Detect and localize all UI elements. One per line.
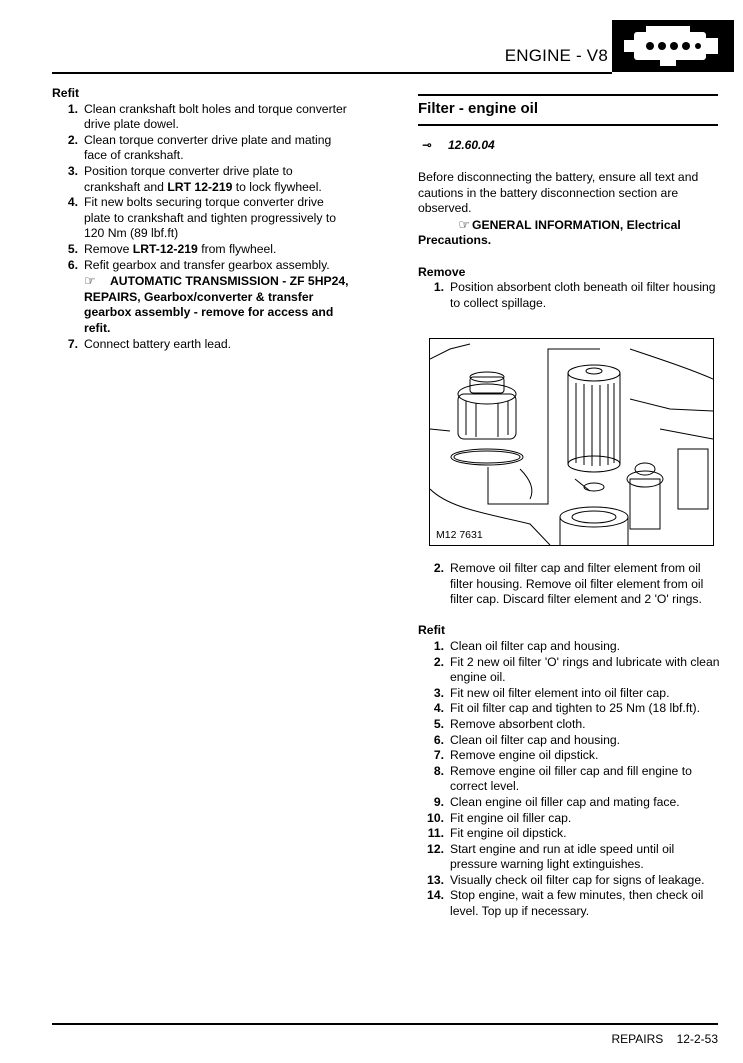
step-text: Fit engine oil dipstick. xyxy=(450,826,567,841)
list-item xyxy=(418,561,723,608)
step-number: 11. xyxy=(427,826,444,841)
cross-reference-link[interactable] xyxy=(52,273,352,336)
oil-filter-illustration xyxy=(429,338,714,546)
tool-reference: LRT-12-219 xyxy=(132,241,198,256)
step-text: Fit 2 new oil filter 'O' rings and lubricate with clean engine oil. xyxy=(450,654,720,685)
refit-heading: Refit xyxy=(418,623,446,638)
step-number: 6. xyxy=(67,257,78,272)
list-item xyxy=(418,888,723,919)
step-text: Remove engine oil dipstick. xyxy=(450,748,599,763)
cross-reference-link[interactable] xyxy=(418,217,723,249)
oil-filter-drawing xyxy=(430,339,713,545)
step-text: Fit new bolts securing torque converter drive plate to crankshaft and tighten progressively to 120 Nm (89 lbf.ft) xyxy=(84,195,337,241)
list-item xyxy=(52,258,352,274)
list-item xyxy=(52,195,352,242)
step-text: Connect battery earth lead. xyxy=(84,336,232,351)
step-number: 4. xyxy=(433,701,444,716)
step-text: Clean oil filter cap and housing. xyxy=(450,732,621,747)
engine-icon xyxy=(612,20,734,72)
step-text: Clean engine oil filler cap and mating face. xyxy=(450,794,680,809)
step-number: 3. xyxy=(433,685,444,700)
list-item xyxy=(418,686,723,702)
operation-code xyxy=(422,138,495,152)
step-text: Remove xyxy=(84,241,133,256)
list-item xyxy=(418,873,723,889)
step-number: 9. xyxy=(433,794,444,809)
right-column-bottom xyxy=(418,561,723,920)
step-text: Refit gearbox and transfer gearbox assembly. xyxy=(84,257,330,272)
step-text: Clean oil filter cap and housing. xyxy=(450,638,621,653)
list-item xyxy=(418,655,723,686)
step-number: 13. xyxy=(427,872,444,887)
list-item xyxy=(52,242,352,258)
step-text: to lock flywheel. xyxy=(232,179,322,194)
step-number: 4. xyxy=(67,195,78,210)
step-text: Fit engine oil filler cap. xyxy=(450,810,572,825)
step-text: Start engine and run at idle speed until oil pressure warning light extinguishes. xyxy=(450,841,675,872)
step-text: Fit new oil filter element into oil filter cap. xyxy=(450,685,670,700)
step-number: 10. xyxy=(427,810,444,825)
section-tab xyxy=(612,20,734,72)
step-number: 2. xyxy=(433,561,444,575)
list-item xyxy=(418,795,723,811)
list-item xyxy=(418,826,723,842)
step-text: Visually check oil filter cap for signs of leakage. xyxy=(450,872,705,887)
figure-label: M12 7631 xyxy=(436,529,483,541)
refit-steps-list xyxy=(418,639,723,920)
step-number: 5. xyxy=(67,241,78,256)
list-item xyxy=(418,639,723,655)
tool-reference: LRT 12-219 xyxy=(167,179,233,194)
step-number: 1. xyxy=(433,280,444,295)
step-text: Stop engine, wait a few minutes, then check oil level. Top up if necessary. xyxy=(450,888,704,919)
step-text: Position absorbent cloth beneath oil filter housing to collect spillage. xyxy=(450,280,716,310)
step-text: Fit oil filter cap and tighten to 25 Nm (18 lbf.ft). xyxy=(450,701,700,716)
refit-steps-list-cont xyxy=(52,337,352,353)
step-number: 2. xyxy=(433,654,444,669)
step-number: 8. xyxy=(433,763,444,778)
footer-divider xyxy=(52,1023,718,1025)
step-text: from flywheel. xyxy=(197,241,277,256)
step-text: Remove engine oil filler cap and fill engine to correct level. xyxy=(450,763,692,794)
list-item xyxy=(52,337,352,353)
step-number: 5. xyxy=(433,716,444,731)
step-text: Clean crankshaft bolt holes and torque converter drive plate dowel. xyxy=(84,101,347,132)
step-number: 1. xyxy=(67,101,78,116)
header-divider xyxy=(52,72,612,74)
step-text: Remove oil filter cap and filter element from oil filter housing. Remove oil filter element from oil filter cap. Discard filter element and 2 'O' rings. xyxy=(450,561,704,607)
section-divider xyxy=(418,94,718,96)
reference-text: AUTOMATIC TRANSMISSION - ZF 5HP24, REPAIRS, Gearbox/converter & transfer gearbox assembly - remove for access and refit. xyxy=(84,274,349,335)
left-column xyxy=(52,86,352,352)
list-item xyxy=(418,748,723,764)
step-number: 3. xyxy=(67,163,78,178)
right-column-top xyxy=(418,170,723,311)
step-number: 7. xyxy=(67,336,78,351)
section-title: Filter - engine oil xyxy=(418,100,539,117)
pointing-hand-icon: ☞ xyxy=(458,216,470,232)
list-item xyxy=(52,164,352,195)
remove-heading: Remove xyxy=(418,264,466,279)
list-item xyxy=(418,842,723,873)
list-item xyxy=(52,102,352,133)
list-item xyxy=(418,764,723,795)
step-number: 7. xyxy=(433,748,444,763)
remove-steps-list-cont xyxy=(418,561,723,608)
list-item xyxy=(418,280,723,311)
step-text: Remove absorbent cloth. xyxy=(450,716,586,731)
step-text: Position torque converter drive plate to crankshaft and xyxy=(84,163,293,194)
page-header-title: ENGINE - V8 xyxy=(504,46,608,65)
step-number: 2. xyxy=(67,132,78,147)
intro-paragraph: Before disconnecting the battery, ensure all text and cautions in the battery disconnection section are observed. xyxy=(418,170,699,216)
pointing-hand-icon: ☞ xyxy=(84,273,96,289)
reference-text: GENERAL INFORMATION, Electrical Precautions. xyxy=(418,217,681,248)
list-item xyxy=(418,733,723,749)
list-item xyxy=(418,811,723,827)
step-number: 12. xyxy=(427,841,444,856)
refit-steps-list xyxy=(52,102,352,274)
step-number: 14. xyxy=(427,888,444,903)
refit-heading: Refit xyxy=(52,86,80,100)
step-text: Clean torque converter drive plate and mating face of crankshaft. xyxy=(84,132,332,163)
spanner-icon: ⊸ xyxy=(422,138,433,152)
page-footer: REPAIRS 12-2-53 xyxy=(611,1032,718,1046)
step-number: 6. xyxy=(433,732,444,747)
op-code-text: 12.60.04 xyxy=(448,138,495,152)
section-divider xyxy=(418,124,718,126)
list-item xyxy=(418,701,723,717)
remove-steps-list xyxy=(418,280,723,311)
step-number: 1. xyxy=(433,638,444,653)
list-item xyxy=(418,717,723,733)
list-item xyxy=(52,133,352,164)
